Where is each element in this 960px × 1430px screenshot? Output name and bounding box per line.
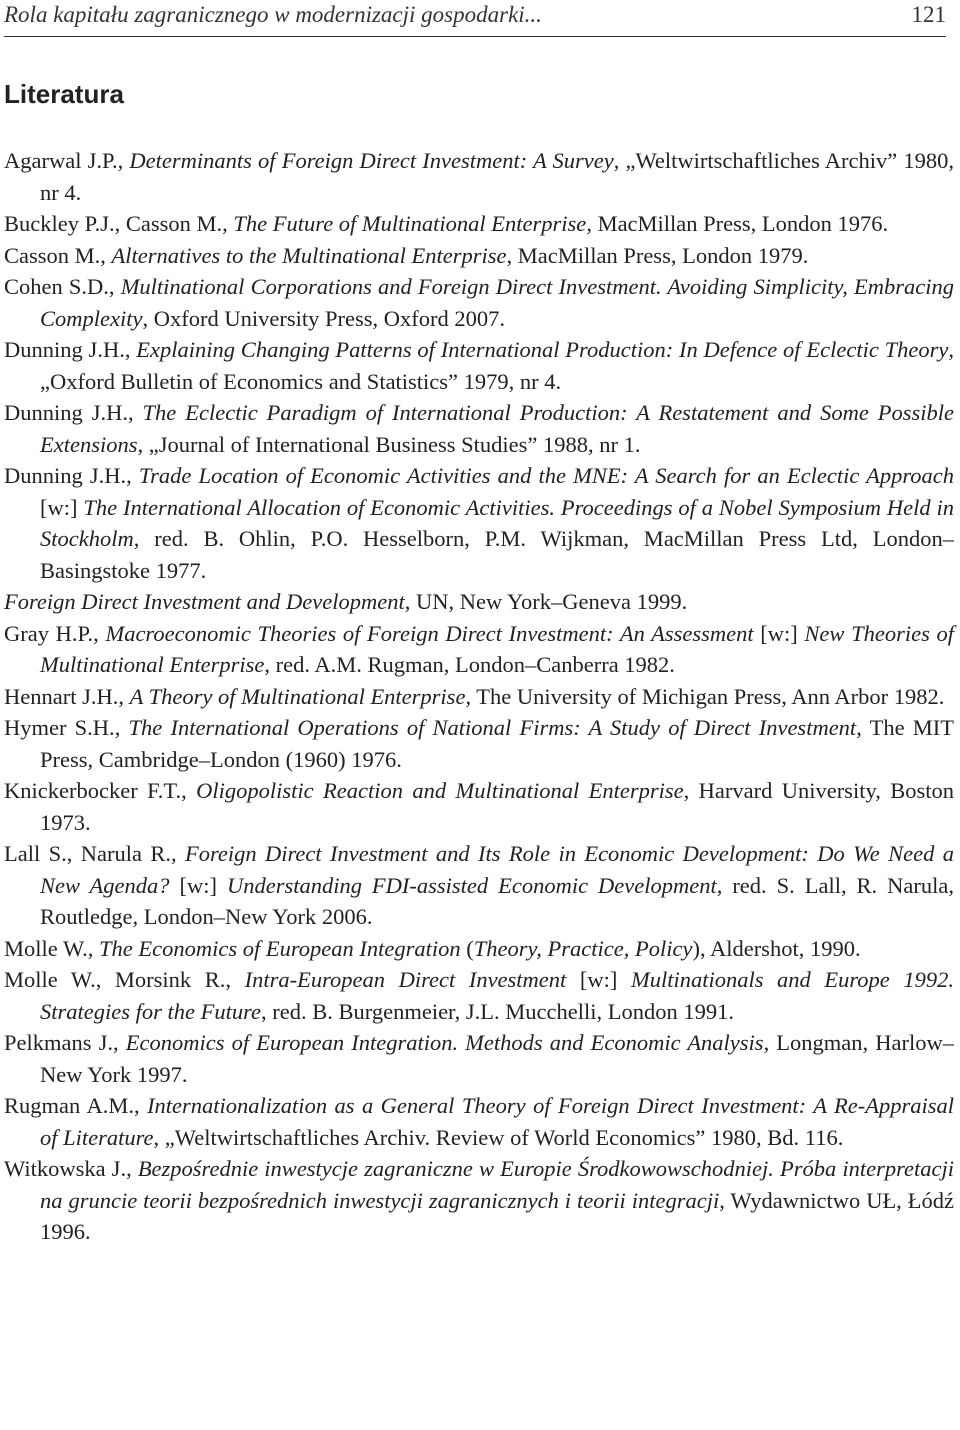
reference-text: Dunning J.H. — [4, 400, 128, 425]
reference-text: , „Weltwirtschaftliches Archiv” 1980, nr 4. — [40, 148, 954, 205]
reference-text: , — [93, 620, 106, 646]
reference-text: , — [118, 683, 130, 709]
reference-entry — [4, 1153, 954, 1248]
reference-title: Trade Location of Economic Activities and the MNE: A Search for an Eclectic Approach — [138, 463, 954, 488]
reference-text: Rugman A.M. — [4, 1093, 134, 1118]
reference-title: Theory, Practice, Policy — [473, 935, 693, 961]
running-header — [4, 0, 946, 37]
reference-text: , — [100, 242, 112, 268]
reference-text: , — [127, 400, 143, 425]
reference-text: , — [108, 274, 121, 299]
reference-title: The Eclectic Paradigm of International Production: A Restatement and Some Possible Extensions — [40, 400, 954, 457]
reference-entry — [4, 208, 954, 240]
reference-text: Dunning J.H. — [4, 337, 125, 362]
reference-text: , red. B. Burgenmeier, J.L. Mucchelli, London 1991. — [261, 998, 734, 1024]
reference-title: Economics of European Integration. Methods and Economic Analysis — [125, 1030, 764, 1055]
reference-entry — [4, 145, 954, 208]
section-heading: Literatura — [4, 79, 124, 109]
reference-text: Dunning J.H. — [4, 463, 127, 488]
reference-text: , „Journal of International Business Studies” 1988, nr 1. — [137, 431, 641, 457]
reference-text: Gray H.P. — [4, 620, 94, 646]
reference-text: , Longman, Harlow–New York 1997. — [40, 1030, 954, 1087]
reference-text: , MacMillan Press, London 1979. — [506, 242, 809, 268]
reference-text: , MacMillan Press, London 1976. — [586, 211, 889, 236]
reference-title: Bezpośrednie inwestycje zagraniczne w Europie Środkowowschodniej. Próba interpretacji na gruncie teorii bezpośrednich inwestycji zagranicznych i teorii integracji — [40, 1156, 954, 1213]
reference-entry — [4, 618, 954, 681]
reference-text: , „Weltwirtschaftliches Archiv. Review of World Economics” 1980, Bd. 116. — [153, 1124, 844, 1150]
reference-title: Intra-European Direct Investment — [244, 967, 567, 992]
reference-text: Knickerbocker F.T. — [4, 778, 182, 803]
reference-text: , — [87, 935, 100, 961]
reference-text: , UN, New York–Geneva 1999. — [404, 589, 688, 614]
reference-entry — [4, 933, 954, 965]
reference-text: Witkowska J. — [4, 1156, 127, 1181]
reference-text: , The University of Michigan Press, Ann Arbor 1982. — [465, 683, 945, 709]
reference-title: The International Operations of National Firms: A Study of Direct Investment — [128, 715, 857, 740]
reference-text: , — [225, 967, 245, 992]
reference-title: The Economics of European Integration — [99, 935, 461, 961]
reference-text: , — [124, 337, 137, 362]
reference-title: Understanding FDI-assisted Economic Development — [226, 872, 717, 898]
reference-title: Macroeconomic Theories of Foreign Direct Investment: An Assessment — [105, 620, 754, 646]
reference-text: [w:] — [40, 494, 84, 520]
reference-text: , — [222, 211, 234, 236]
reference-text: , red. B. Ohlin, P.O. Hesselborn, P.M. Wijkman, MacMillan Press Ltd, London–Basingstoke 1977. — [40, 526, 954, 583]
reference-text: Pelkmans J. — [4, 1030, 113, 1055]
reference-text: , — [113, 1030, 126, 1055]
reference-text: ( — [460, 935, 474, 961]
reference-text: ), Aldershot, 1990. — [692, 935, 861, 961]
reference-text: [w:] — [169, 872, 227, 898]
reference-text: , — [126, 463, 139, 488]
reference-text: , — [117, 148, 130, 173]
reference-entry — [4, 586, 954, 618]
running-title: Rola kapitału zagranicznego w modernizacji gospodarki... — [4, 2, 542, 27]
reference-text: [w:] — [753, 620, 805, 646]
reference-entry — [4, 712, 954, 775]
reference-entry — [4, 681, 954, 713]
reference-text: [w:] — [566, 967, 631, 992]
reference-entry — [4, 240, 954, 272]
bibliography-list — [4, 145, 954, 1248]
reference-text: Hymer S.H. — [4, 715, 115, 740]
reference-title: Foreign Direct Investment and Its Role in Economic Development: Do We Need a New Agenda? — [40, 841, 954, 898]
reference-entry — [4, 334, 954, 397]
reference-title: New Theories of Multinational Enterprise — [40, 620, 954, 677]
reference-text: , — [114, 715, 129, 740]
reference-text: , — [181, 778, 197, 803]
reference-title: The International Allocation of Economic Activities. Proceedings of a Nobel Symposium Held in Stockholm — [40, 494, 954, 551]
reference-entry — [4, 1027, 954, 1090]
reference-text: , Wydawnictwo UŁ, Łódź 1996. — [40, 1187, 954, 1244]
reference-text: , red. S. Lall, R. Narula, Routledge, London–New York 2006. — [40, 872, 954, 929]
reference-text: , — [133, 1093, 148, 1118]
page-number: 121 — [911, 2, 946, 27]
reference-text: Buckley P.J., Casson M. — [4, 211, 223, 236]
reference-text: , — [170, 841, 185, 866]
reference-title: A Theory of Multinational Enterprise — [129, 683, 466, 709]
reference-title: Determinants of Foreign Direct Investment: A Survey — [129, 148, 614, 173]
reference-text: Molle W. — [4, 935, 88, 961]
reference-text: , red. A.M. Rugman, London–Canberra 1982. — [264, 652, 675, 677]
reference-text: Cohen S.D. — [4, 274, 109, 299]
reference-title: Foreign Direct Investment and Development — [4, 589, 405, 614]
reference-text: Agarwal J.P. — [4, 148, 118, 173]
reference-text: Hennart J.H. — [4, 683, 119, 709]
reference-text: , The MIT Press, Cambridge–London (1960) 1976. — [40, 715, 955, 772]
reference-title: The Future of Multinational Enterprise — [233, 211, 587, 236]
reference-text: , „Oxford Bulletin of Economics and Statistics” 1979, nr 4. — [40, 337, 954, 394]
reference-entry — [4, 775, 954, 838]
reference-entry — [4, 271, 954, 334]
reference-entry — [4, 838, 954, 933]
reference-entry — [4, 397, 954, 460]
reference-entry — [4, 964, 954, 1027]
reference-entry — [4, 460, 954, 586]
reference-title: Alternatives to the Multinational Enterprise — [111, 242, 507, 268]
reference-text: , Harvard University, Boston 1973. — [40, 778, 955, 835]
reference-title: Multinationals and Europe 1992. Strategies for the Future — [40, 967, 954, 1024]
reference-title: Multinational Corporations and Foreign Direct Investment. Avoiding Simplicity, Embracing Complexity — [40, 274, 954, 331]
reference-entry — [4, 1090, 954, 1153]
reference-text: Casson M. — [4, 242, 101, 268]
reference-title: Explaining Changing Patterns of International Production: In Defence of Eclectic Theory — [136, 337, 949, 362]
reference-text: Molle W., Morsink R. — [4, 967, 226, 992]
reference-title: Internationalization as a General Theory of Foreign Direct Investment: A Re-Appraisal of Literature — [40, 1093, 954, 1150]
reference-text: , — [126, 1156, 138, 1181]
reference-title: Oligopolistic Reaction and Multinational Enterprise — [196, 778, 684, 803]
reference-text: Lall S., Narula R. — [4, 841, 171, 866]
reference-text: , Oxford University Press, Oxford 2007. — [142, 305, 505, 331]
